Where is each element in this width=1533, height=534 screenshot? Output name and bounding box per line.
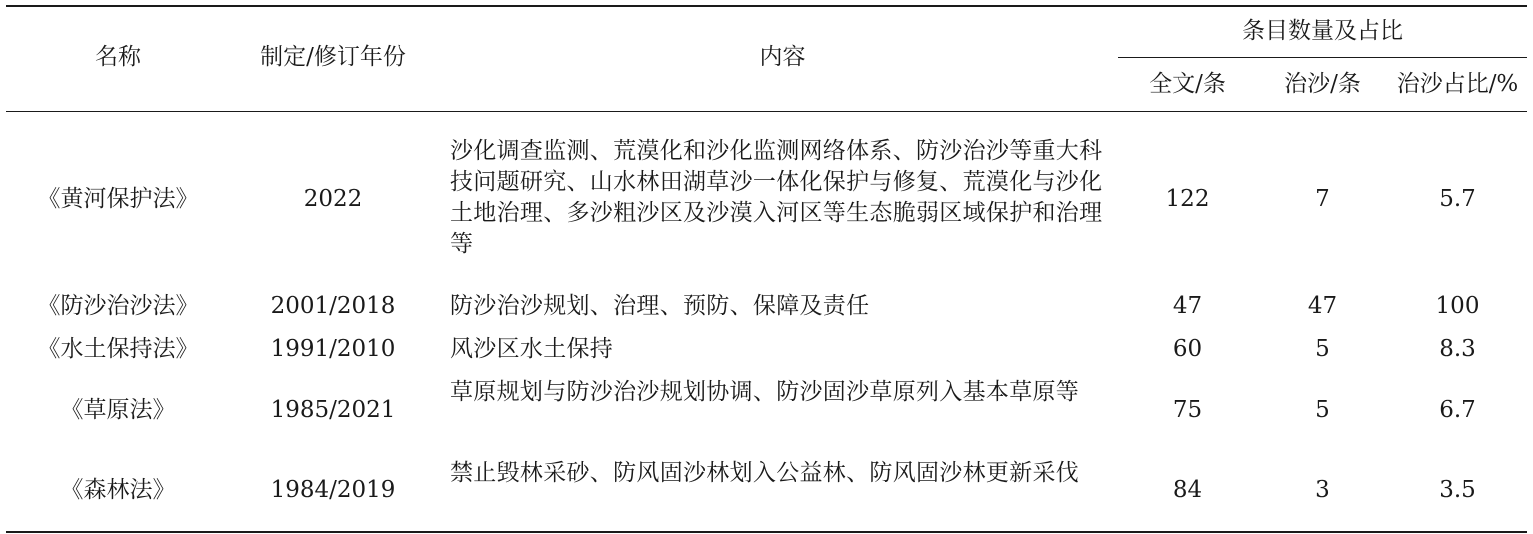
row-3-total: 60	[1172, 336, 1203, 362]
row-1-total: 122	[1165, 186, 1210, 212]
row-3-year: 1991/2010	[270, 336, 396, 362]
row-1-content: 沙化调查监测、荒漠化和沙化监测网络体系、防沙治沙等重大科技问题研究、山水林田湖草沙一体化保护与修复、荒漠化与沙化土地治理、多沙粗沙区及沙漠入河区等生态脆弱区域保护和治理等	[450, 138, 1103, 257]
row-5-name: 《森林法》	[60, 477, 176, 503]
row-3-ratio: 8.3	[1439, 336, 1476, 362]
header-group: 条目数量及占比	[1242, 18, 1403, 44]
row-2-content: 防沙治沙规划、治理、预防、保障及责任	[450, 293, 870, 319]
header-total: 全文/条	[1149, 71, 1226, 97]
row-2-name: 《防沙治沙法》	[37, 293, 199, 319]
header-year: 制定/修订年份	[260, 44, 406, 70]
row-1-name: 《黄河保护法》	[37, 186, 199, 212]
row-2-ratio: 100	[1435, 293, 1480, 319]
row-1-year: 2022	[303, 186, 363, 212]
row-5-year: 1984/2019	[270, 477, 396, 503]
row-4-sand: 5	[1315, 397, 1330, 423]
row-4-name: 《草原法》	[60, 397, 176, 423]
row-3-name: 《水土保持法》	[37, 336, 199, 362]
row-2-year: 2001/2018	[270, 293, 396, 319]
row-4-content: 草原规划与防沙治沙规划协调、防沙固沙草原列入基本草原等	[450, 379, 1080, 405]
row-4-year: 1985/2021	[270, 397, 396, 423]
row-4-total: 75	[1172, 397, 1203, 423]
row-5-sand: 3	[1315, 477, 1330, 503]
row-4-ratio: 6.7	[1439, 397, 1476, 423]
row-5-content: 禁止毁林采砂、防风固沙林划入公益林、防风固沙林更新采伐	[450, 460, 1080, 486]
header-name: 名称	[95, 44, 141, 70]
header-ratio: 治沙占比/%	[1396, 71, 1519, 97]
row-5-total: 84	[1172, 477, 1203, 503]
row-2-total: 47	[1172, 293, 1203, 319]
row-1-ratio: 5.7	[1439, 186, 1476, 212]
row-3-sand: 5	[1315, 336, 1330, 362]
top-rule	[6, 5, 1527, 7]
row-1-sand: 7	[1315, 186, 1330, 212]
header-content: 内容	[759, 44, 806, 70]
header-rule	[6, 111, 1527, 112]
row-3-content: 风沙区水土保持	[450, 336, 614, 362]
bottom-rule	[6, 531, 1527, 533]
row-2-sand: 47	[1307, 293, 1338, 319]
group-header-rule	[1118, 57, 1527, 58]
row-5-ratio: 3.5	[1439, 477, 1476, 503]
header-sand: 治沙/条	[1284, 71, 1361, 97]
